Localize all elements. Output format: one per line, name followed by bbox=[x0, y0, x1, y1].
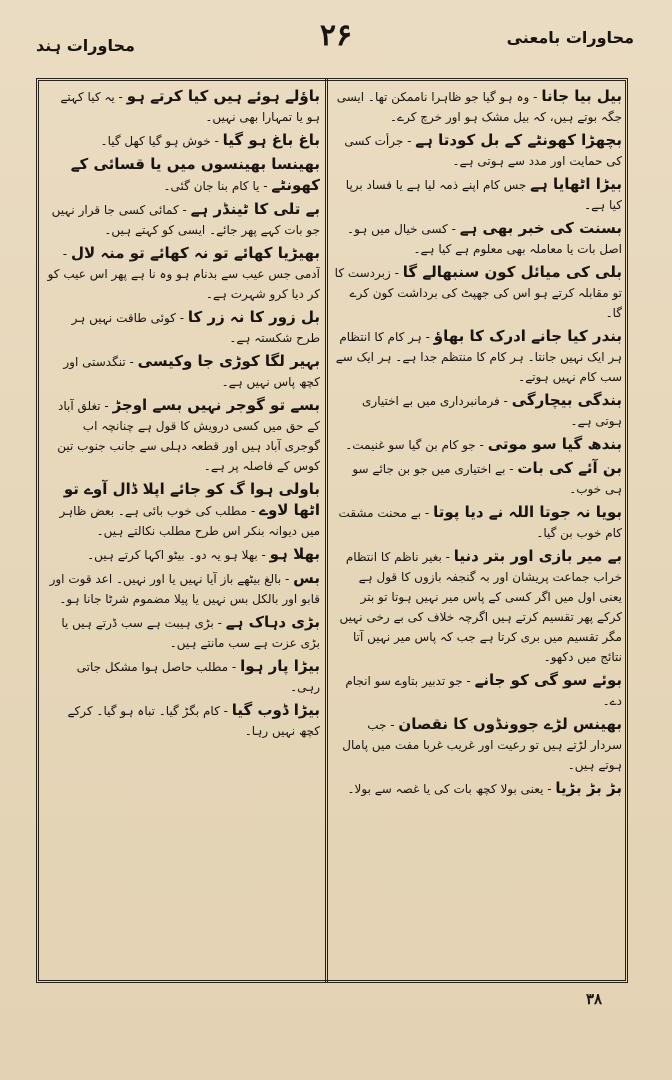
idiom-entry bbox=[44, 86, 320, 127]
idiom-meaning: - بالغ بیٹھے باز آیا نہیں یا اور نہیں۔ اعد قوت اور قابو اور بالکل بس نہیں یا پیلا مضموم شرٹا جانا ہو۔ bbox=[49, 572, 320, 606]
idiom-entry bbox=[44, 568, 320, 609]
idiom-entry bbox=[334, 390, 622, 431]
idiom-heading: بھینس لڑے جوونڈوں کا نقصان bbox=[398, 715, 622, 733]
idiom-meaning: - تنگدستی اور کچھ پاس نہیں ہے۔ bbox=[63, 355, 320, 389]
idiom-meaning: - جرأت کسی کی حمایت اور مدد سے ہوتی ہے۔ bbox=[344, 134, 622, 168]
idiom-entry bbox=[334, 218, 622, 259]
idiom-meaning: - تغلق آباد کے حق میں کسی درویش کا قول ہے چنانچہ اب گوجری آباد ہیں اور قطعہ دہلی سے جانب جنوب تین کوس کے فاصلہ پر ہے۔ bbox=[57, 399, 320, 473]
left-column bbox=[44, 86, 320, 974]
idiom-heading: بے میر بازی اور بتر دنیا bbox=[453, 547, 622, 565]
idiom-entry bbox=[44, 479, 320, 541]
idiom-heading: بیڑا پار ہوا bbox=[240, 657, 320, 675]
idiom-heading: باولی ہوا گ کو جائے اپلا ڈال آوے تو اٹھا لاوے bbox=[63, 480, 320, 519]
idiom-meaning: - ہر کام کا انتظام ہر ایک نہیں جانتا۔ ہر کام کا منتظم جدا ہے۔ ہر ایک سے سب کام نہیں ہوتے۔ bbox=[335, 330, 622, 384]
idiom-meaning: - کوئی طاقت نہیں ہر طرح شکستہ ہے۔ bbox=[71, 311, 320, 345]
idiom-meaning: - یا کام بنا جان گئی۔ bbox=[163, 179, 268, 193]
page-footer-number: ۳۸ bbox=[586, 990, 603, 1008]
idiom-entry bbox=[334, 434, 622, 455]
idiom-entry bbox=[44, 307, 320, 348]
idiom-heading: بھینسا بھینسوں میں یا قسائی کے کھونٹے bbox=[70, 155, 320, 194]
idiom-heading: بس bbox=[293, 569, 320, 587]
idiom-heading: بل زور کا نہ زر کا bbox=[187, 308, 320, 326]
idiom-heading: بویا نہ جوتا اللہ نے دیا پوتا bbox=[433, 503, 622, 521]
page-number: ۲۶ bbox=[319, 18, 353, 53]
idiom-entry bbox=[44, 154, 320, 196]
column-divider bbox=[325, 78, 328, 983]
idiom-heading: بسے تو گوجر نہیں بسے اوجڑ bbox=[112, 396, 320, 414]
idiom-heading: باؤلے ہوئے ہیں کیا کرتے ہو bbox=[126, 87, 320, 105]
idiom-meaning: - بے اختیاری میں جو بن جائے سو ہی خوب۔ bbox=[352, 462, 622, 496]
idiom-entry bbox=[334, 130, 622, 171]
idiom-heading: بھیڑیا کھائے تو نہ کھائے تو منہ لال bbox=[70, 244, 320, 262]
running-title-left: محاورات ہند bbox=[36, 36, 135, 55]
idiom-meaning: - بے محنت مشقت کام خوب بن گیا۔ bbox=[338, 506, 622, 540]
idiom-heading: بندگی بیچارگی bbox=[511, 391, 622, 409]
idiom-meaning: - مطلب کی خوب بائی ہے۔ بعض ظاہر میں دیوانہ بنکر اس طرح مطلب نکالتے ہیں۔ bbox=[59, 504, 320, 538]
idiom-heading: بڑی دہاک ہے bbox=[225, 613, 320, 631]
running-title-right: محاورات بامعنی bbox=[506, 28, 634, 47]
idiom-heading: بڑ بڑ بڑیا bbox=[555, 779, 622, 797]
idiom-meaning: جس کام اپنے ذمہ لیا ہے یا فساد برپا کیا ہے۔ bbox=[345, 178, 622, 212]
idiom-entry bbox=[334, 458, 622, 499]
idiom-entry bbox=[334, 546, 622, 667]
idiom-entry bbox=[44, 395, 320, 476]
idiom-meaning: - یہ کیا کہتے ہو یا تمہارا بھی نہیں۔ bbox=[60, 90, 320, 124]
idiom-heading: بندر کیا جانے ادرک کا بھاؤ bbox=[433, 327, 622, 345]
idiom-entry bbox=[334, 86, 622, 127]
idiom-entry bbox=[44, 612, 320, 653]
idiom-meaning: - کام بگڑ گیا۔ تباہ ہو گیا۔ کرکے کچھ نہیں رہا۔ bbox=[67, 704, 320, 738]
idiom-meaning: - جب سردار لڑتے ہیں تو رعیت اور غریب غربا مفت میں پامال ہوتے ہیں۔ bbox=[342, 718, 622, 772]
idiom-meaning: - بڑی ہیبت ہے سب ڈرتے ہیں یا بڑی عزت ہے سب مانتے ہیں۔ bbox=[61, 616, 320, 650]
idiom-heading: بسنت کی خبر بھی ہے bbox=[459, 219, 622, 237]
idiom-heading: بن آئے کی بات bbox=[517, 459, 622, 477]
idiom-heading: بے تلی کا ٹینڈر ہے bbox=[190, 200, 320, 218]
idiom-meaning: - آدمی جس عیب سے بدنام ہو وہ نا ہے پھر اس عیب کو کر دیا کرو شہرت ہے۔ bbox=[47, 247, 320, 301]
idiom-heading: بوئے سو گی کو جانے bbox=[474, 671, 622, 689]
idiom-heading: بندھ گیا سو موتی bbox=[487, 435, 622, 453]
idiom-meaning: - یعنی بولا کچھ بات کی یا غصہ سے بولا۔ bbox=[347, 782, 552, 796]
idiom-heading: باغ باغ ہو گیا bbox=[222, 131, 320, 149]
idiom-meaning: - کمائی کسی جا قرار نہیں جو بات کہے پھر جائے۔ ایسی کو کہتے ہیں۔ bbox=[51, 203, 320, 237]
idiom-meaning: - بھلا ہو یہ دو۔ بیٹو اکہا کرتے ہیں۔ bbox=[87, 548, 266, 562]
idiom-heading: بلی کی میائل کون سنبھالے گا bbox=[402, 263, 622, 281]
idiom-entry bbox=[334, 502, 622, 543]
idiom-heading: بچھڑا کھونٹے کے بل کودتا ہے bbox=[415, 131, 622, 149]
idiom-meaning: - بغیر ناظم کا انتظام خراب جماعت پریشان اور بہ گنجفہ بازوں کا قول ہے یعنی اول میں اگر کسی کے پاس میر نہیں ہوتا تو بتر کرکے پھر تقسیم کرتے ہیں اگرچہ خلاف کی بے رخی نہیں مگر تقسیم میں بری کرتا ہے جب کہ پاس میر نہیں آتا نتائج میں دکھو۔ bbox=[339, 550, 622, 664]
idiom-heading: بیل بیا جانا bbox=[541, 87, 622, 105]
idiom-meaning: - فرمانبرداری میں بے اختیاری ہوتی ہے۔ bbox=[362, 394, 622, 428]
right-column bbox=[334, 86, 622, 974]
idiom-heading: بیڑا ڈوب گیا bbox=[231, 701, 320, 719]
idiom-meaning: - زبردست کا تو مقابلہ کرتے ہو اس کی جھپٹ کی برداشت کون کرے گا۔ bbox=[334, 266, 622, 320]
idiom-heading: بھلا ہو bbox=[269, 545, 320, 563]
idiom-entry bbox=[44, 199, 320, 240]
idiom-entry bbox=[44, 130, 320, 151]
idiom-meaning: - خوش ہو گیا کھل گیا۔ bbox=[100, 134, 219, 148]
page-header bbox=[24, 18, 648, 62]
idiom-meaning: - کسی خیال میں ہو۔ اصل بات یا معاملہ بھی معلوم ہے کیا ہے۔ bbox=[347, 222, 622, 256]
idiom-entry bbox=[44, 544, 320, 565]
idiom-entry bbox=[334, 326, 622, 387]
idiom-entry bbox=[334, 174, 622, 215]
idiom-entry bbox=[334, 670, 622, 711]
idiom-entry bbox=[334, 778, 622, 799]
idiom-meaning: - مطلب حاصل ہوا مشکل جاتی رہی۔ bbox=[76, 660, 320, 694]
idiom-heading: بیڑا اٹھایا ہے bbox=[530, 175, 622, 193]
idiom-meaning: - وہ ہو گیا جو ظاہرا ناممکن تھا۔ ایسی جگہ بوتے ہیں، کہ بیل مشک ہو اور خرچ کرے۔ bbox=[336, 90, 622, 124]
idiom-entry bbox=[44, 351, 320, 392]
idiom-entry bbox=[334, 262, 622, 323]
idiom-entry bbox=[334, 714, 622, 775]
idiom-meaning: - جو کام بن گیا سو غنیمت۔ bbox=[345, 438, 484, 452]
idiom-entry bbox=[44, 656, 320, 697]
idiom-heading: بہیر لگا کوڑی جا وکیسی bbox=[137, 352, 320, 370]
idiom-entry bbox=[44, 243, 320, 304]
idiom-entry bbox=[44, 700, 320, 741]
idiom-meaning: - جو تدبیر بتاوے سو انجام دے۔ bbox=[345, 674, 622, 708]
